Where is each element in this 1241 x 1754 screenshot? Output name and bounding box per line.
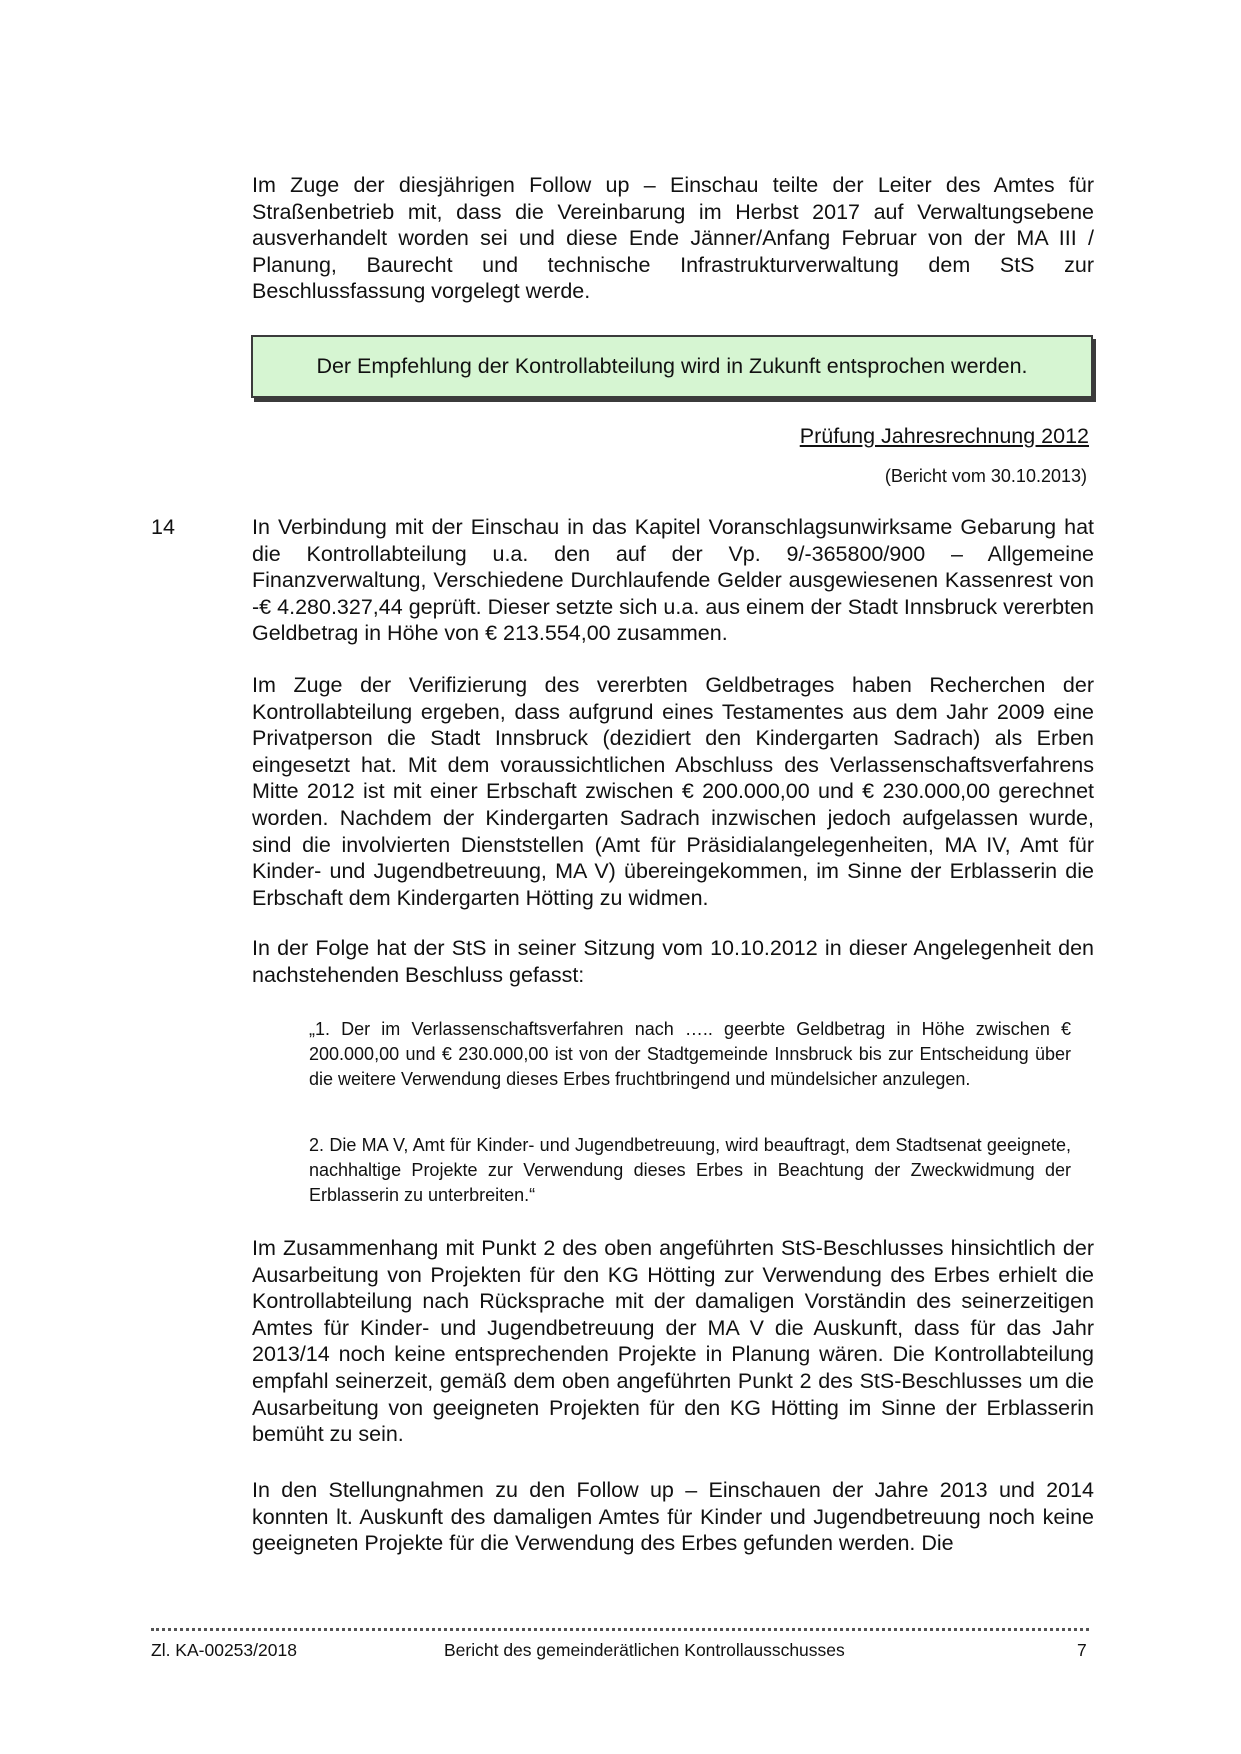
paragraph-follow-up: In den Stellungnahmen zu den Follow up – Einschauen der Jahre 2013 und 2014 konnten lt. Auskunft des damaligen Amtes für Kinder und Jugendbetreuung noch keine geeigneten Projekte für die Verwendung des Erbes gefunden werden. Die (252, 1478, 1094, 1556)
paragraph-inheritance-check: In Verbindung mit der Einschau in das Kapitel Voranschlagsunwirksame Gebarung hat die Kontrollabteilung u.a. den auf der Vp. 9/-365800/900 – Allgemeine Finanzverwaltung, Verschiedene Durchlaufende Gelder ausgewiesenen Kassenrest von -€ 4.280.327,44 geprüft. Dieser setzte sich u.a. aus einem der Stadt Innsbruck vererbten Geldbetrag in Höhe von € 213.554,00 zusammen. (252, 515, 1094, 646)
footer-title: Bericht des gemeinderätlichen Kontrollausschusses (444, 1640, 845, 1660)
recommendation-text: Der Empfehlung der Kontrollabteilung wird in Zukunft entsprochen werden. (316, 354, 1028, 378)
recommendation-box (251, 335, 1093, 398)
resolution-quote-2: 2. Die MA V, Amt für Kinder- und Jugendbetreuung, wird beauftragt, dem Stadtsenat geeignete, nachhaltige Projekte zur Verwendung dieses Erbes in Beachtung der Zweckwidmung der Erblasserin zu unterbreiten.“ (309, 1135, 1071, 1205)
paragraph-verification: Im Zuge der Verifizierung des vererbten Geldbetrages haben Recherchen der Kontrollabteilung ergeben, dass aufgrund eines Testamentes aus dem Jahr 2009 eine Privatperson die Stadt Innsbruck (dezidiert den Kindergarten Sadrach) als Erben eingesetzt hat. Mit dem voraussichtlichen Abschluss des Verlassenschaftsverfahrens Mitte 2012 ist mit einer Erbschaft zwischen € 200.000,00 und € 230.000,00 gerechnet worden. Nachdem der Kindergarten Sadrach inzwischen jedoch aufgelassen wurde, sind die involvierten Dienststellen (Amt für Präsidialangelegenheiten, MA IV, Amt für Kinder- und Jugendbetreuung, MA V) übereingekommen, im Sinne der Erblasserin die Erbschaft dem Kindergarten Hötting zu widmen. (252, 673, 1094, 910)
intro-paragraph: Im Zuge der diesjährigen Follow up – Einschau teilte der Leiter des Amtes für Straßenbetrieb mit, dass die Vereinbarung im Herbst 2017 auf Verwaltungsebene ausverhandelt worden sei und diese Ende Jänner/Anfang Februar von der MA III / Planung, Baurecht und technische Infrastrukturverwaltung dem StS zur Beschlussfassung vorgelegt werde. (252, 173, 1094, 304)
report-date: (Bericht vom 30.10.2013) (884, 466, 1087, 486)
page-number: 7 (1077, 1640, 1087, 1660)
footer-reference: Zl. KA-00253/2018 (151, 1640, 297, 1660)
footer-divider (151, 1628, 1089, 1631)
resolution-quote-1: „1. Der im Verlassenschaftsverfahren nach ….. geerbte Geldbetrag in Höhe zwischen € 200.000,00 und € 230.000,00 ist von der Stadtgemeinde Innsbruck bis zur Entscheidung über die weitere Verwendung dieses Erbes fruchtbringend und mündelsicher anzulegen. (309, 1019, 1071, 1089)
paragraph-resolution-intro: In der Folge hat der StS in seiner Sitzung vom 10.10.2012 in dieser Angelegenheit den nachstehenden Beschluss gefasst: (252, 936, 1094, 987)
item-number: 14 (151, 515, 175, 539)
paragraph-project-inquiry: Im Zusammenhang mit Punkt 2 des oben angeführten StS-Beschlusses hinsichtlich der Ausarbeitung von Projekten für den KG Hötting zur Verwendung des Erbes erhielt die Kontrollabteilung nach Rücksprache mit der damaligen Vorständin des seinerzeitigen Amtes für Kinder- und Jugendbetreuung der MA V die Auskunft, dass für das Jahr 2013/14 noch keine entsprechenden Projekte in Planung wären. Die Kontrollabteilung empfahl seinerzeit, gemäß dem oben angeführten Punkt 2 des StS-Beschlusses um die Ausarbeitung von geeigneten Projekten für den KG Hötting im Sinne der Erblasserin bemüht zu sein. (252, 1236, 1094, 1447)
audit-title: Prüfung Jahresrechnung 2012 (799, 424, 1089, 448)
